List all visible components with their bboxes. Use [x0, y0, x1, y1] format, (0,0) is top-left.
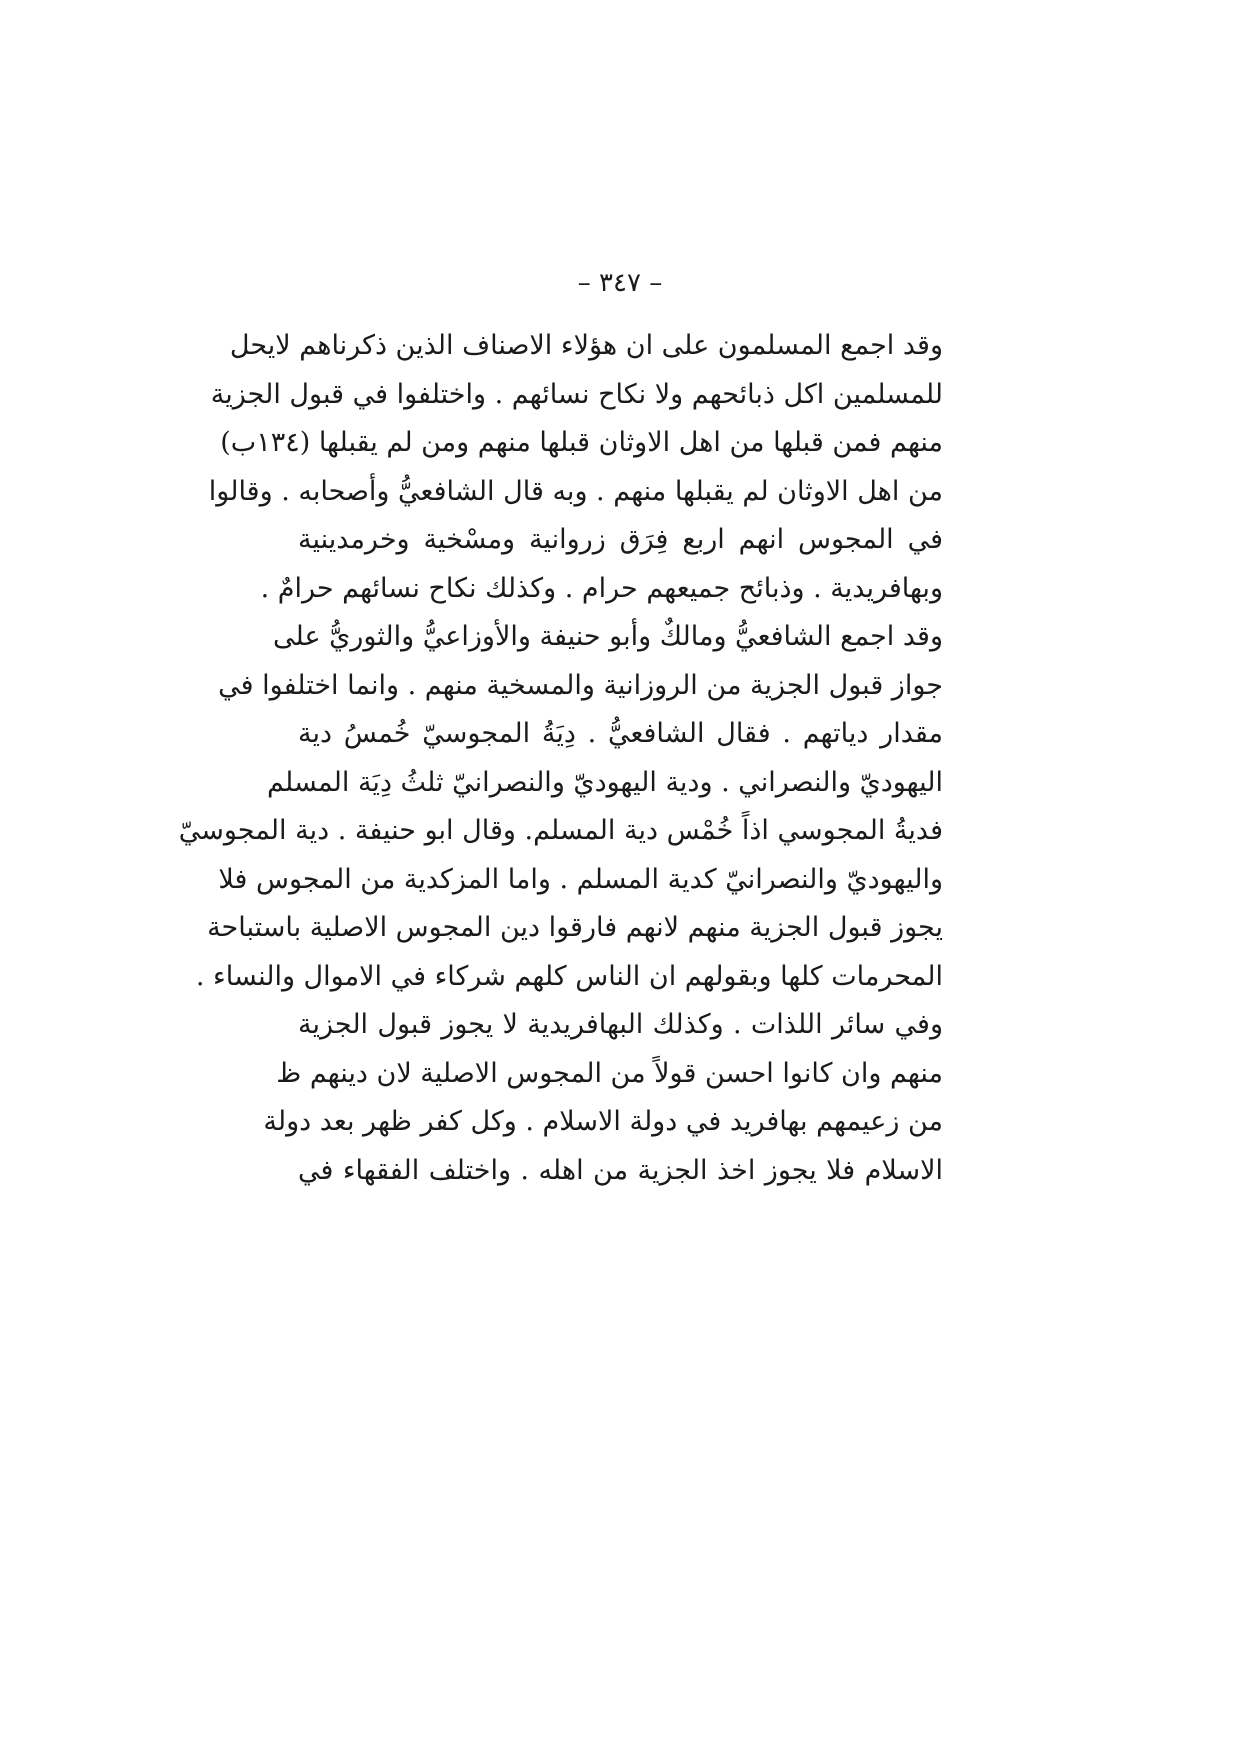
text-line: الاسلام فلا يجوز اخذ الجزية من اهله . واختلف الفقهاء في — [298, 1154, 943, 1186]
page-number: – ٣٤٧ – — [577, 268, 663, 298]
text-line: يجوز قبول الجزية منهم لانهم فارقوا دين المجوس الاصلية باستباحة — [207, 912, 943, 943]
text-line: اليهوديّ والنصراني . ودية اليهوديّ والنصرانيّ ثلثُ دِيَة المسلم — [267, 766, 943, 798]
text-line: للمسلمين اكل ذبائحهم ولا نكاح نسائهم . واختلفوا في قبول الجزية — [210, 378, 943, 410]
text-line: وقد اجمع الشافعيُّ ومالكٌ وأبو حنيفة والأوزاعيُّ والثوريُّ على — [273, 621, 943, 652]
text-line: وقد اجمع المسلمون على ان هؤلاء الاصناف الذين ذكرناهم لايحل — [229, 330, 943, 361]
text-line: منهم وان كانوا احسن قولاً من المجوس الاصلية لان دينهم ظ — [276, 1057, 943, 1089]
text-line: من اهل الاوثان لم يقبلها منهم . وبه قال الشافعيُّ وأصحابه . وقالوا — [208, 475, 943, 507]
text-line: مقدار دياتهم . فقال الشافعيُّ . دِيَةُ المجوسيّ خُمسُ دية — [298, 718, 943, 749]
body-text — [178, 322, 943, 1195]
text-line: واليهوديّ والنصرانيّ كدية المسلم . واما المزكدية من المجوس فلا — [218, 863, 943, 895]
text-line: جواز قبول الجزية من الروزانية والمسخية منهم . وانما اختلفوا في — [218, 669, 943, 701]
text-line: وبهافريدية . وذبائح جميعهم حرام . وكذلك نكاح نسائهم حرامٌ . — [260, 572, 943, 604]
text-line: منهم فمن قبلها من اهل الاوثان قبلها منهم ومن لم يقبلها (١٣٤ب) — [220, 427, 943, 458]
text-line: من زعيمهم بهافريد في دولة الاسلام . وكل كفر ظهر بعد دولة — [263, 1106, 943, 1137]
text-line: فديةُ المجوسي اذاً خُمْس دية المسلم. وقال ابو حنيفة . دية المجوسيّ — [178, 815, 943, 846]
text-line: وفي سائر اللذات . وكذلك البهافريدية لا يجوز قبول الجزية — [298, 1009, 943, 1040]
text-line: المحرمات كلها وبقولهم ان الناس كلهم شركاء في الاموال والنساء . — [195, 960, 943, 992]
text-line: في المجوس انهم اربع فِرَق زروانية ومسْخية وخرمدينية — [298, 524, 943, 555]
